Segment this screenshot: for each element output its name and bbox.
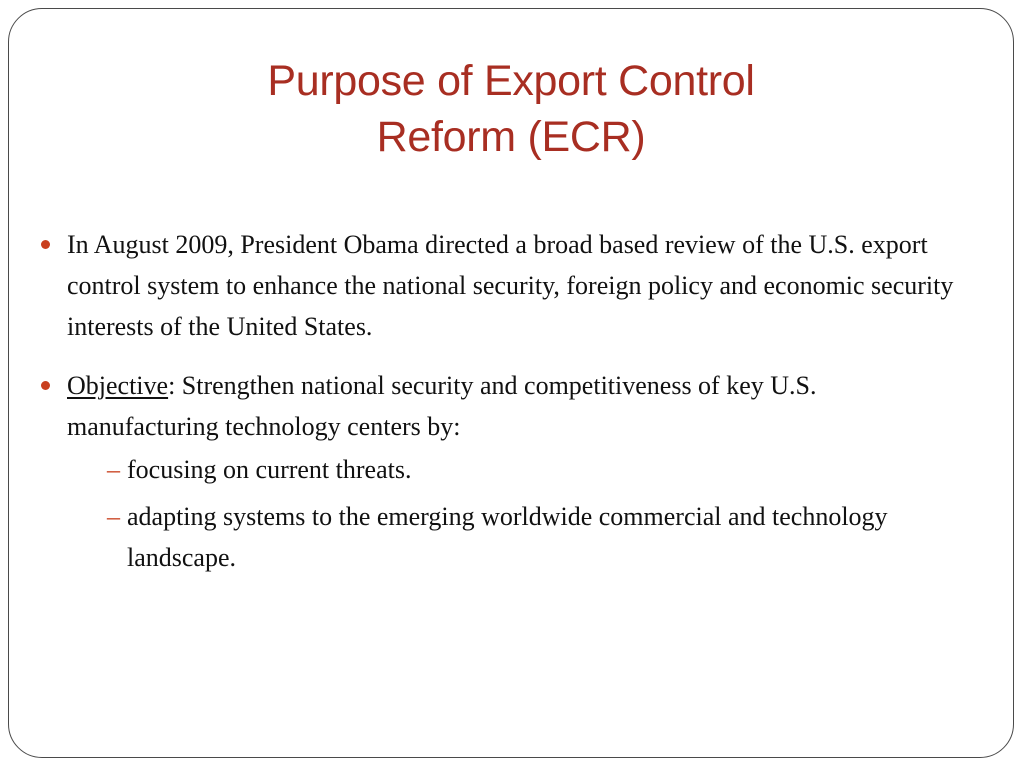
sub-item-text: focusing on current threats. (127, 455, 412, 484)
bullet-dot-icon (41, 381, 50, 390)
bullet-text: : Strengthen national security and competitiveness of key U.S. manufacturing technology centers by: (67, 371, 817, 441)
bullet-item-objective (37, 365, 967, 578)
title-line-1: Purpose of Export Control (267, 57, 755, 105)
bullet-item-review (37, 224, 967, 347)
dash-icon: – (107, 502, 120, 531)
title-line-2: Reform (ECR) (376, 113, 646, 161)
bullet-dot-icon (41, 240, 50, 249)
slide-title (9, 53, 1013, 165)
bullet-text: In August 2009, President Obama directed a broad based review of the U.S. export control system to enhance the national security, foreign policy and economic security interests of the United States. (67, 230, 954, 341)
objective-label: Objective (67, 371, 169, 400)
sub-item-landscape (67, 496, 967, 578)
sub-item-threats (67, 449, 967, 490)
dash-icon: – (107, 455, 120, 484)
slide-frame (8, 8, 1014, 758)
slide-body (37, 224, 967, 596)
sub-item-text: adapting systems to the emerging worldwide commercial and technology landscape. (127, 502, 888, 572)
